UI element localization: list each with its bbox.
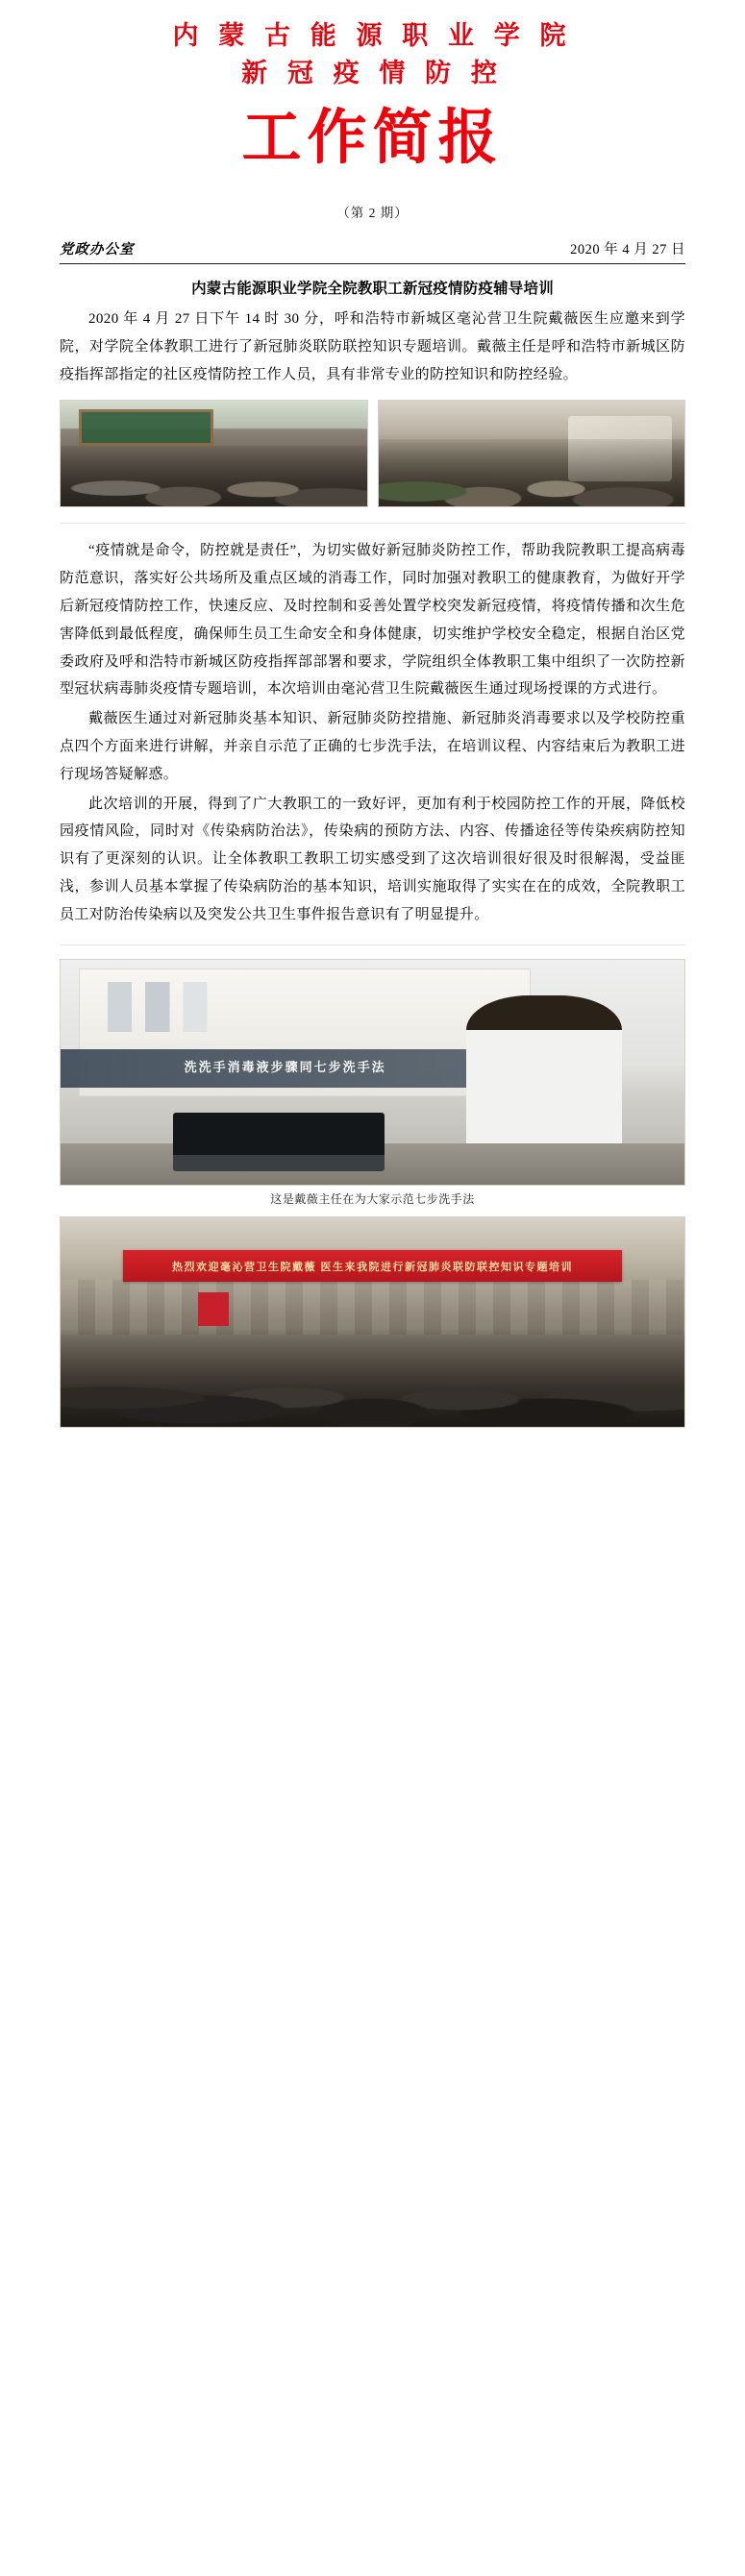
hall-banner-text: 热烈欢迎毫沁营卫生院戴薇 医生来我院进行新冠肺炎联防联控知识专题培训	[171, 1261, 574, 1273]
masthead-line-1: 内 蒙 古 能 源 职 业 学 院	[172, 21, 573, 50]
photo-training-room-left	[60, 400, 368, 507]
paragraph-2: “疫情就是命令，防控就是责任”，为切实做好新冠肺炎防控工作，帮助我院教职工提高病毒防范意识，落实好公共场所及重点区域的消毒工作，同时加强对教职工的健康教育，为做好开学后新冠疫情防控工作，快速反应、及时控制和妥善处置学校突发新冠疫情，将疫情传播和次生危害降低到最低程度，确保师生员工生命安全和身体健康，切实维护学校安全稳定，根据自治区党委政府及呼和浩特市新城区防疫指挥部部署和要求，学院组织全体教职工集中组织了一次防控新型冠状病毒肺炎疫情专题培训，本次培训由毫沁营卫生院戴薇医生通过现场授课的方式进行。	[60, 543, 685, 698]
photo-caption-handwashing: 这是戴薇主任在为大家示范七步洗手法	[270, 1191, 475, 1206]
masthead	[60, 0, 685, 177]
header-divider	[60, 263, 685, 264]
issuing-office: 党政办公室	[60, 241, 135, 258]
photo-handwashing-demo	[60, 959, 685, 1186]
photo-row-1	[60, 400, 685, 507]
paragraph-1: 2020 年 4 月 27 日下午 14 时 30 分，呼和浩特市新城区毫沁营卫生院戴薇医生应邀来到学院，对学院全体教职工进行了新冠肺炎联防联控知识专题培训。戴薇主任是呼和浩特市新城区防疫指挥部指定的社区疫情防控工作人员，具有非常专业的防控知识和防控经验。	[60, 311, 685, 382]
photo-training-room-right	[378, 400, 686, 507]
article-title: 内蒙古能源职业学院全院教职工新冠疫情防疫辅导培训	[191, 280, 554, 297]
masthead-line-2: 新 冠 疫 情 防 控	[241, 59, 504, 88]
paragraph-3: 戴薇医生通过对新冠肺炎基本知识、新冠肺炎防控措施、新冠肺炎消毒要求以及学校防控重点四个方面来进行讲解，并亲自示范了正确的七步洗手法，在培训议程、内容结束后为教职工进行现场答疑解惑。	[60, 711, 685, 782]
issue-number: （第 2 期）	[336, 205, 409, 220]
header-row	[60, 238, 685, 261]
issue-date: 2020 年 4 月 27 日	[570, 241, 685, 258]
projector-text: 洗洗手消毒液步骤同七步洗手法	[184, 1060, 386, 1075]
paragraph-4: 此次培训的开展，得到了广大教职工的一致好评，更加有利于校园防控工作的开展，降低校园疫情风险，同时对《传染病防治法》，传染病的预防方法、内容、传播途径等传染疾病防控知识有了更深刻的认识。让全体教职工教职工切实感受到了这次培训很好很及时很解渴，受益匪浅，参训人员基本掌握了传染病防治的基本知识，培训实施取得了实实在在的成效，全院教职工员工对防治传染病以及突发公共卫生事件报告意识有了明显提升。	[60, 796, 685, 922]
page-seam-1	[60, 523, 685, 524]
photo-lecture-hall	[60, 1216, 685, 1428]
masthead-title: 工作简报	[241, 106, 504, 172]
